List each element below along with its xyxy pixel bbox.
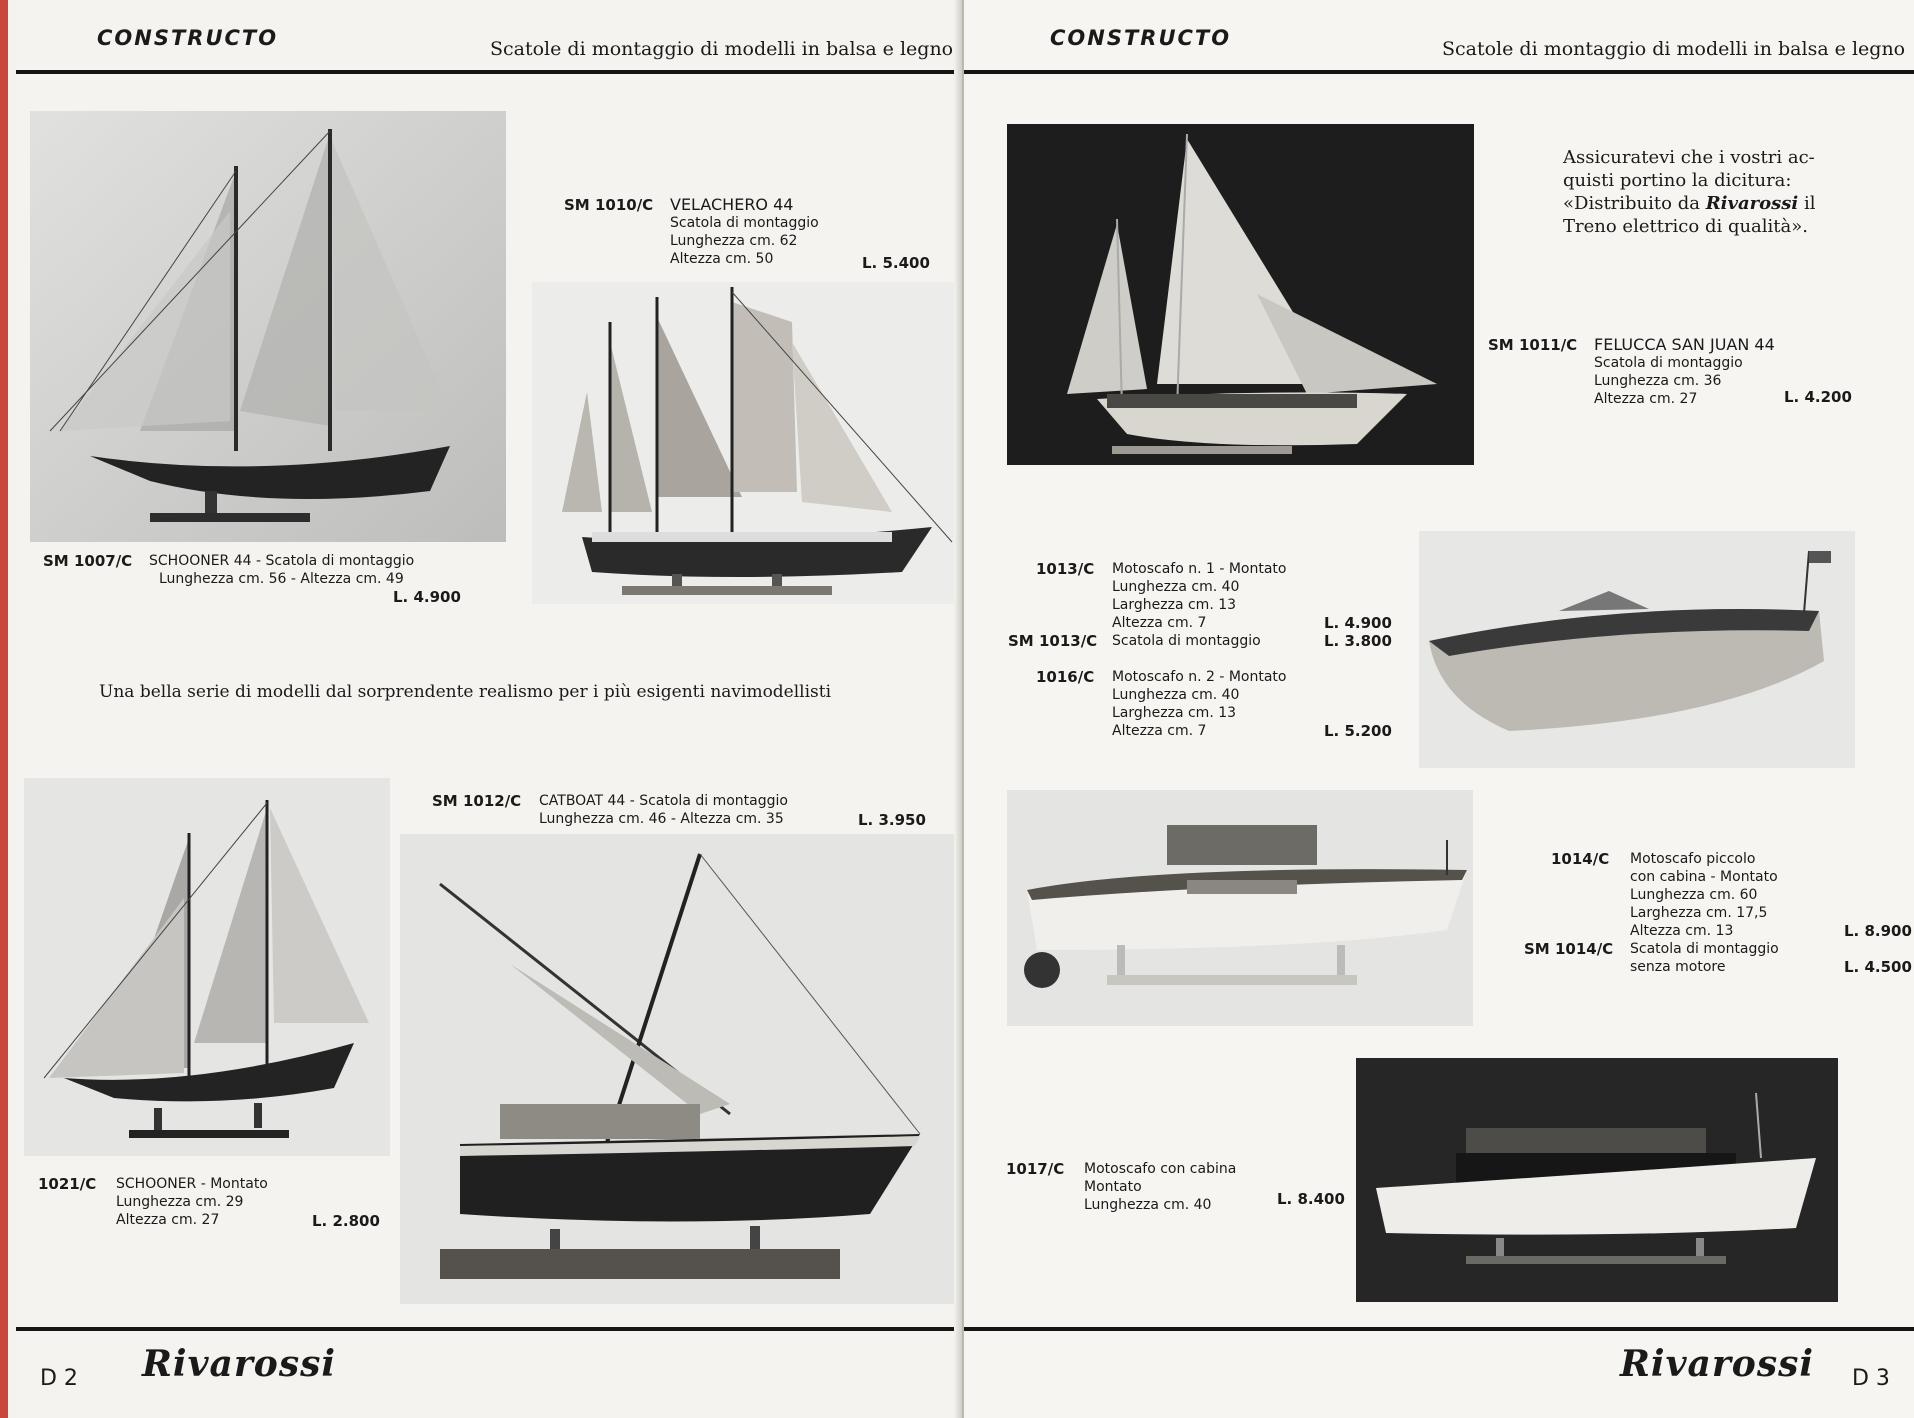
velachero-1010-photo <box>532 282 964 604</box>
desc-line: Altezza cm. 27 <box>1594 391 1698 407</box>
left-top-rule <box>16 70 964 74</box>
desc-line: Motoscafo n. 1 - Montato <box>1112 561 1287 577</box>
desc-line: VELACHERO 44 <box>670 195 794 214</box>
rivarossi-inline-logo: Rivarossi <box>1705 193 1799 214</box>
right-top-rule <box>964 70 1914 74</box>
item-code-1014: 1014/C <box>1551 850 1610 868</box>
page-number-left: D 2 <box>40 1366 78 1391</box>
item-code-1017: 1017/C <box>1006 1160 1065 1178</box>
desc-line: Scatola di montaggio <box>1594 355 1743 371</box>
desc-line: Altezza cm. 13 <box>1630 923 1734 939</box>
schooner-1007-photo <box>30 111 506 542</box>
schooner-1021-photo <box>24 778 390 1156</box>
item-code-sm1010: SM 1010/C <box>564 196 654 214</box>
desc-line: Montato <box>1084 1179 1142 1195</box>
desc-line: FELUCCA SAN JUAN 44 <box>1594 335 1775 354</box>
desc-line: Lunghezza cm. 36 <box>1594 373 1722 389</box>
item-desc-sm1014 <box>1630 940 1779 976</box>
item-price-sm1011: L. 4.200 <box>1784 388 1852 406</box>
desc-line: Lunghezza cm. 56 - Altezza cm. 49 <box>159 571 404 587</box>
desc-line: Altezza cm. 27 <box>116 1212 220 1228</box>
desc-line: SCHOONER 44 - Scatola di montaggio <box>149 553 415 569</box>
item-desc-sm1010 <box>670 196 819 268</box>
item-code-1016: 1016/C <box>1036 668 1095 686</box>
left-brand: CONSTRUCTO <box>97 26 279 50</box>
right-brand: CONSTRUCTO <box>1050 26 1232 50</box>
item-price-1013: L. 4.900 <box>1324 614 1392 632</box>
item-price-1016: L. 5.200 <box>1324 722 1392 740</box>
page-number-right: D 3 <box>1852 1366 1890 1391</box>
desc-line: Motoscafo piccolo <box>1630 851 1756 867</box>
authenticity-notice <box>1563 146 1863 238</box>
desc-line: Larghezza cm. 13 <box>1112 597 1237 613</box>
item-code-1013: 1013/C <box>1036 560 1095 578</box>
desc-line: Lunghezza cm. 60 <box>1630 887 1758 903</box>
item-desc-sm1007 <box>149 552 414 588</box>
desc-line: Altezza cm. 50 <box>670 251 774 267</box>
item-desc-sm1011 <box>1594 336 1775 408</box>
item-price-1017: L. 8.400 <box>1277 1190 1345 1208</box>
desc-line: Lunghezza cm. 29 <box>116 1194 244 1210</box>
desc-line: Scatola di montaggio <box>1630 941 1779 957</box>
notice-line: Treno elettrico di qualità». <box>1563 216 1809 237</box>
catalog-spread <box>8 0 1910 1418</box>
notice-line: Assicuratevi che i vostri ac- <box>1563 147 1815 168</box>
item-code-sm1007: SM 1007/C <box>43 552 133 570</box>
item-code-1021: 1021/C <box>38 1175 97 1193</box>
felucca-1011-photo <box>1007 124 1474 465</box>
desc-line: Lunghezza cm. 62 <box>670 233 798 249</box>
desc-line: Lunghezza cm. 40 <box>1084 1197 1212 1213</box>
item-price-sm1012: L. 3.950 <box>858 811 926 829</box>
motoscafo-1014-photo <box>1007 790 1473 1026</box>
item-price-sm1013: L. 3.800 <box>1324 632 1392 650</box>
left-page <box>16 0 964 1418</box>
rivarossi-logo-left: Rivarossi <box>142 1343 337 1385</box>
right-bottom-rule <box>964 1327 1914 1331</box>
item-code-sm1011: SM 1011/C <box>1488 336 1578 354</box>
item-price-1014: L. 8.900 <box>1844 922 1912 940</box>
catboat-1012-photo <box>400 834 956 1304</box>
item-price-sm1007: L. 4.900 <box>393 588 461 606</box>
motoscafo-1013-photo <box>1419 531 1855 768</box>
desc-line: Altezza cm. 7 <box>1112 615 1207 631</box>
item-price-sm1010: L. 5.400 <box>862 254 930 272</box>
desc-line: Scatola di montaggio <box>670 215 819 231</box>
desc-line: Lunghezza cm. 46 - Altezza cm. 35 <box>539 811 784 827</box>
left-bottom-rule <box>16 1327 964 1331</box>
item-code-sm1014: SM 1014/C <box>1524 940 1614 958</box>
desc-line: Larghezza cm. 17,5 <box>1630 905 1768 921</box>
right-page <box>964 0 1914 1418</box>
item-desc-1016 <box>1112 668 1287 740</box>
desc-line: Altezza cm. 7 <box>1112 723 1207 739</box>
notice-line: quisti portino la dicitura: <box>1563 170 1792 191</box>
notice-line: «Distribuito da Rivarossi il <box>1563 193 1816 214</box>
item-desc-1014 <box>1630 850 1778 940</box>
desc-line: Motoscafo con cabina <box>1084 1161 1237 1177</box>
desc-line: Larghezza cm. 13 <box>1112 705 1237 721</box>
right-subtitle: Scatole di montaggio di modelli in balsa e legno <box>1442 38 1906 60</box>
motoscafo-1017-photo <box>1356 1058 1838 1302</box>
item-price-1021: L. 2.800 <box>312 1212 380 1230</box>
item-price-sm1014: L. 4.500 <box>1844 958 1912 976</box>
desc-line: CATBOAT 44 - Scatola di montaggio <box>539 793 788 809</box>
desc-line: SCHOONER - Montato <box>116 1176 268 1192</box>
item-desc-1013 <box>1112 560 1287 632</box>
desc-line: senza motore <box>1630 959 1726 975</box>
item-desc-sm1013: Scatola di montaggio <box>1112 633 1261 649</box>
item-code-sm1012: SM 1012/C <box>432 792 522 810</box>
desc-line: con cabina - Montato <box>1630 869 1778 885</box>
desc-line: Lunghezza cm. 40 <box>1112 687 1240 703</box>
item-desc-1021 <box>116 1175 268 1229</box>
desc-line: Motoscafo n. 2 - Montato <box>1112 669 1287 685</box>
item-desc-sm1012 <box>539 792 788 828</box>
desc-line: Lunghezza cm. 40 <box>1112 579 1240 595</box>
rivarossi-logo-right: Rivarossi <box>1620 1343 1815 1385</box>
item-code-sm1013: SM 1013/C <box>1008 632 1098 650</box>
catalog-tagline: Una bella serie di modelli dal sorprendente realismo per i più esigenti navimodellisti <box>99 682 832 702</box>
item-desc-1017 <box>1084 1160 1236 1214</box>
left-subtitle: Scatole di montaggio di modelli in balsa e legno <box>490 38 954 60</box>
